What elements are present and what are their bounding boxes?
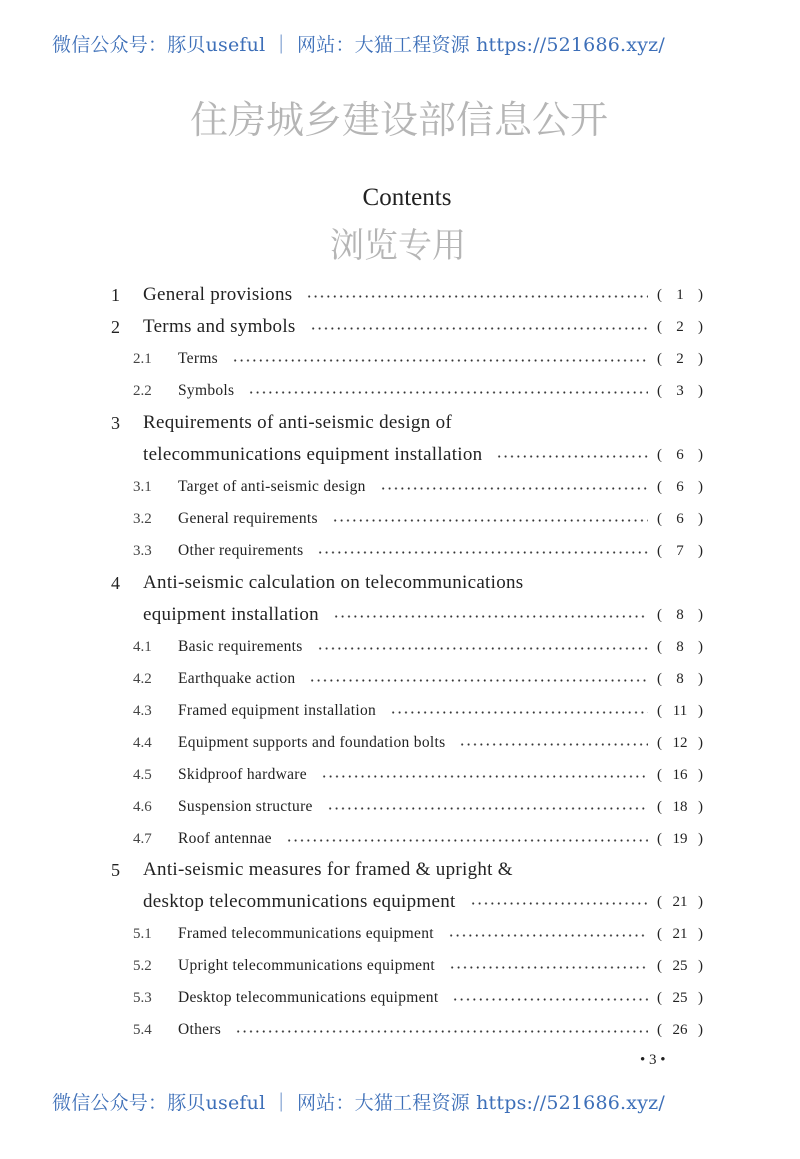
toc-entry-page: ( 19 ) xyxy=(657,830,703,847)
toc-entry-number: 4.3 xyxy=(133,702,152,719)
toc-entry-number: 5.1 xyxy=(133,925,152,942)
toc-entry[interactable] xyxy=(0,537,800,565)
leader-dots xyxy=(309,679,648,682)
leader-dots xyxy=(310,327,648,330)
toc-entry[interactable] xyxy=(0,952,800,980)
toc-entry-page: ( 18 ) xyxy=(657,798,703,815)
toc-entry-title: Upright telecommunications equipment xyxy=(178,957,436,974)
leader-dots xyxy=(448,934,648,937)
toc-entry-title: Framed equipment installation xyxy=(178,702,377,719)
toc-entry[interactable] xyxy=(0,377,800,405)
toc-entry-page: ( 6 ) xyxy=(657,510,703,527)
toc-entry-page: ( 11 ) xyxy=(657,702,703,719)
toc-entry[interactable] xyxy=(0,409,800,437)
toc-entry-title: Roof antennae xyxy=(178,830,272,847)
header-banner: 微信公众号：豚贝useful ｜ 网站：大猫工程资源 https://521686.xyz/ xyxy=(52,34,665,56)
page-number: • 3 • xyxy=(640,1052,666,1068)
leader-dots xyxy=(496,455,648,458)
toc-entry-number: 4.6 xyxy=(133,798,152,815)
toc-entry-page: ( 8 ) xyxy=(657,670,703,687)
toc-entry-title: equipment installation xyxy=(143,604,319,625)
toc-entry-page: ( 21 ) xyxy=(657,925,703,942)
toc-entry[interactable] xyxy=(0,441,800,469)
toc-entry-number: 4.2 xyxy=(133,670,152,687)
toc-entry-title: Equipment supports and foundation bolts xyxy=(178,734,446,751)
leader-dots xyxy=(449,966,648,969)
toc-entry-title: telecommunications equipment installation xyxy=(143,444,483,465)
leader-dots xyxy=(459,743,648,746)
toc-entry-title: Anti-seismic measures for framed & upright & xyxy=(143,859,513,880)
toc-entry-number: 5 xyxy=(111,859,120,880)
toc-entry[interactable] xyxy=(0,473,800,501)
toc-entry-title: Others xyxy=(178,1021,222,1038)
toc-entry[interactable] xyxy=(0,856,800,884)
toc-entry[interactable] xyxy=(0,345,800,373)
toc-entry-title: Suspension structure xyxy=(178,798,313,815)
leader-dots xyxy=(317,551,648,554)
toc-entry-title: Other requirements xyxy=(178,542,304,559)
toc-entry-page: ( 3 ) xyxy=(657,382,703,399)
contents-title: Contents xyxy=(362,184,452,211)
toc-entry-title: General provisions xyxy=(143,284,293,305)
toc-entry-title: Desktop telecommunications equipment xyxy=(178,989,439,1006)
toc-entry-page: ( 25 ) xyxy=(657,989,703,1006)
leader-dots xyxy=(321,775,648,778)
toc-entry-page: ( 25 ) xyxy=(657,957,703,974)
toc-entry-number: 4.4 xyxy=(133,734,152,751)
toc-entry[interactable] xyxy=(0,729,800,757)
toc-entry-number: 5.2 xyxy=(133,957,152,974)
toc-entry[interactable] xyxy=(0,601,800,629)
leader-dots xyxy=(235,1030,648,1033)
toc-entry-title: Requirements of anti-seismic design of xyxy=(143,412,452,433)
toc-entry[interactable] xyxy=(0,888,800,916)
toc-entry[interactable] xyxy=(0,984,800,1012)
toc-entry-page: ( 21 ) xyxy=(657,893,703,910)
toc-entry-number: 4.7 xyxy=(133,830,152,847)
leader-dots xyxy=(390,711,648,714)
toc-entry-title: Earthquake action xyxy=(178,670,296,687)
toc-entry-title: Symbols xyxy=(178,382,235,399)
leader-dots xyxy=(248,391,648,394)
toc-entry[interactable] xyxy=(0,825,800,853)
toc-entry-number: 4 xyxy=(111,572,120,593)
toc-entry-number: 1 xyxy=(111,284,120,305)
toc-entry-page: ( 2 ) xyxy=(657,318,703,335)
toc-entry-title: Terms and symbols xyxy=(143,316,296,337)
toc-entry[interactable] xyxy=(0,761,800,789)
toc-entry[interactable] xyxy=(0,697,800,725)
toc-entry-page: ( 7 ) xyxy=(657,542,703,559)
leader-dots xyxy=(327,807,648,810)
leader-dots xyxy=(333,615,648,618)
toc-entry-title: Target of anti-seismic design xyxy=(178,478,366,495)
toc-entry[interactable] xyxy=(0,1016,800,1044)
footer-banner: 微信公众号：豚贝useful ｜ 网站：大猫工程资源 https://521686.xyz/ xyxy=(52,1092,665,1114)
toc-entry-title: Terms xyxy=(178,350,219,367)
leader-dots xyxy=(470,902,648,905)
toc-entry[interactable] xyxy=(0,281,800,309)
toc-entry[interactable] xyxy=(0,920,800,948)
toc-entry-page: ( 1 ) xyxy=(657,286,703,303)
watermark-line1: 住房城乡建设部信息公开 xyxy=(190,98,609,142)
toc-entry-number: 4.5 xyxy=(133,766,152,783)
watermark-line2: 浏览专用 xyxy=(330,226,466,266)
toc-entry-title: General requirements xyxy=(178,510,318,527)
leader-dots xyxy=(380,487,648,490)
toc-entry-title: Framed telecommunications equipment xyxy=(178,925,434,942)
toc-entry-page: ( 2 ) xyxy=(657,350,703,367)
leader-dots xyxy=(332,519,648,522)
toc-entry[interactable] xyxy=(0,633,800,661)
toc-entry-number: 2.1 xyxy=(133,350,152,367)
toc-entry-title: Anti-seismic calculation on telecommunications xyxy=(143,572,524,593)
toc-entry-number: 3.3 xyxy=(133,542,152,559)
toc-entry[interactable] xyxy=(0,505,800,533)
toc-entry-number: 2.2 xyxy=(133,382,152,399)
toc-entry-page: ( 6 ) xyxy=(657,446,703,463)
toc-entry[interactable] xyxy=(0,665,800,693)
toc-entry-number: 5.4 xyxy=(133,1021,152,1038)
toc-entry-page: ( 16 ) xyxy=(657,766,703,783)
leader-dots xyxy=(286,839,648,842)
toc-entry-page: ( 8 ) xyxy=(657,638,703,655)
toc-entry-number: 3 xyxy=(111,412,120,433)
leader-dots xyxy=(306,295,648,298)
toc-entry[interactable] xyxy=(0,569,800,597)
toc-entry-number: 2 xyxy=(111,316,120,337)
toc-entry[interactable] xyxy=(0,793,800,821)
toc-entry-number: 3.1 xyxy=(133,478,152,495)
leader-dots xyxy=(232,359,648,362)
leader-dots xyxy=(317,647,648,650)
toc-entry-number: 3.2 xyxy=(133,510,152,527)
toc-entry-page: ( 26 ) xyxy=(657,1021,703,1038)
toc-entry-page: ( 8 ) xyxy=(657,606,703,623)
toc-entry-number: 5.3 xyxy=(133,989,152,1006)
toc-entry[interactable] xyxy=(0,313,800,341)
leader-dots xyxy=(452,998,648,1001)
toc-entry-title: Basic requirements xyxy=(178,638,303,655)
toc-entry-title: desktop telecommunications equipment xyxy=(143,891,456,912)
toc-entry-title: Skidproof hardware xyxy=(178,766,307,783)
toc-entry-number: 4.1 xyxy=(133,638,152,655)
toc-entry-page: ( 12 ) xyxy=(657,734,703,751)
toc-entry-page: ( 6 ) xyxy=(657,478,703,495)
